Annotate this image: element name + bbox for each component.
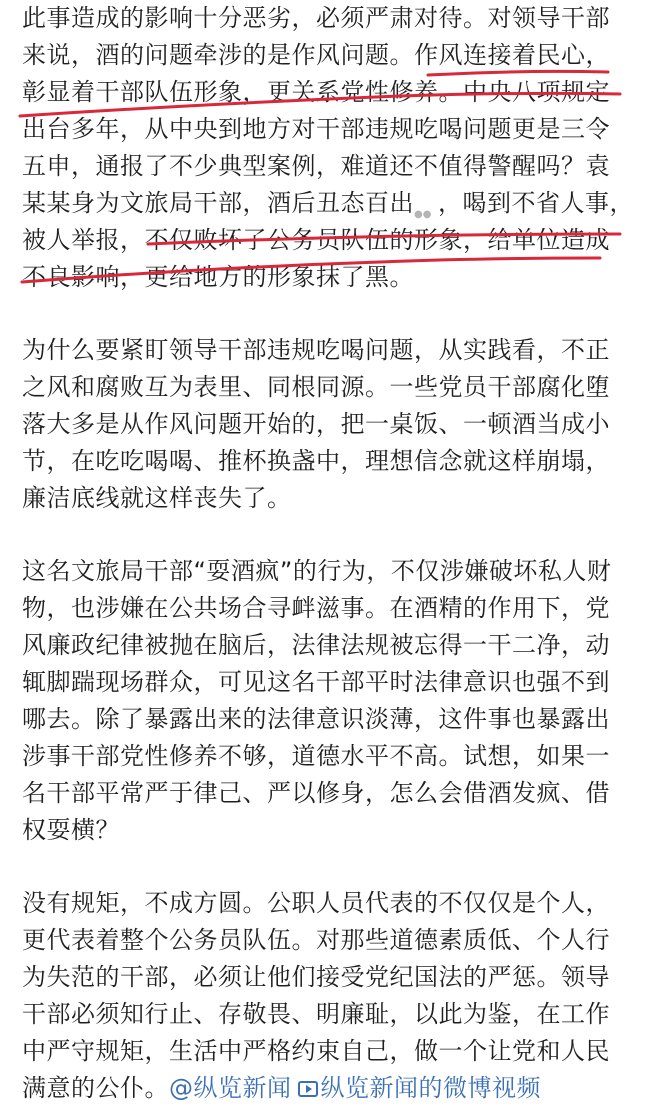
text-line: 物，也涉嫌在公共场合寻衅滋事。在酒精的作用下，党 [22,594,610,622]
text-line: 风廉政纪律被抛在脑后，法律法规被忘得一干二净，动 [22,631,610,659]
video-link[interactable]: 纵览新闻的微博视频 [320,1074,541,1102]
text-line: 节，在吃吃喝喝、推杯换盏中，理想信念就这样崩塌， [22,447,610,475]
text-line: 为什么要紧盯领导干部违规吃喝问题，从实践看，不正 [22,336,610,364]
text-line: 来说，酒的问题牵涉的是作风问题。作风连接着民心， [22,41,610,69]
paragraph-2 [22,332,632,517]
mention-link[interactable]: @纵览新闻 [169,1074,292,1102]
text-line: 为失范的干部，必须让他们接受党纪国法的严惩。领导 [22,963,610,991]
emoji-icon: ●● [414,209,432,220]
text-line: 此事造成的影响十分恶劣，必须严肃对待。对领导干部 [22,4,610,32]
text-line: 被人举报，不仅败坏了公务员队伍的形象，给单位造成 [22,226,610,254]
text-line: 这名文旅局干部“耍酒疯”的行为，不仅涉嫌破坏私人财 [22,557,612,585]
text-line: 彰显着干部队伍形象，更关系党性修养。中央八项规定 [22,78,610,106]
text-line: 辄脚踹现场群众，可见这名干部平时法律意识也强不到 [22,668,610,696]
text-line: 更代表着整个公务员队伍。对那些道德素质低、个人行 [22,926,610,954]
text-line: 五申，通报了不少典型案例，难道还不值得警醒吗？袁 [22,152,610,180]
text-line: 落大多是从作风问题开始的，把一桌饭、一顿酒当成小 [22,410,610,438]
text-segment: 某某身为文旅局干部，酒后丑态百出 [22,189,414,217]
text-segment: ，喝到不省人事， [438,189,634,217]
text-segment: 满意的公仆。 [22,1074,169,1102]
text-line: 干部必须知行止、存敬畏、明廉耻，以此为鉴，在工作 [22,1000,610,1028]
text-line: 廉洁底线就这样丧失了。 [22,484,292,512]
paragraph-1 [22,0,632,296]
text-line [22,1070,632,1107]
text-line: 权耍横？ [22,816,120,844]
text-line: 名干部平常严于律己、严以修身，怎么会借酒发疯、借 [22,779,610,807]
paragraph-3 [22,553,632,849]
text-line: 涉事干部党性修养不够，道德水平不高。试想，如果一 [22,742,610,770]
text-line [22,185,632,222]
weibo-article [22,0,632,1107]
text-line: 出台多年，从中央到地方对干部违规吃喝问题更是三令 [22,115,610,143]
paragraph-4 [22,885,632,1107]
text-line: 哪去。除了暴露出来的法律意识淡薄，这件事也暴露出 [22,705,610,733]
text-line: 之风和腐败互为表里、同根同源。一些党员干部腐化堕 [22,373,610,401]
text-line: 没有规矩，不成方圆。公职人员代表的不仅仅是个人， [22,889,610,917]
text-line: 中严守规矩，生活中严格约束自己，做一个让党和人民 [22,1037,610,1065]
text-line: 不良影响，更给地方的形象抹了黑。 [22,263,414,291]
video-icon [298,1081,318,1097]
